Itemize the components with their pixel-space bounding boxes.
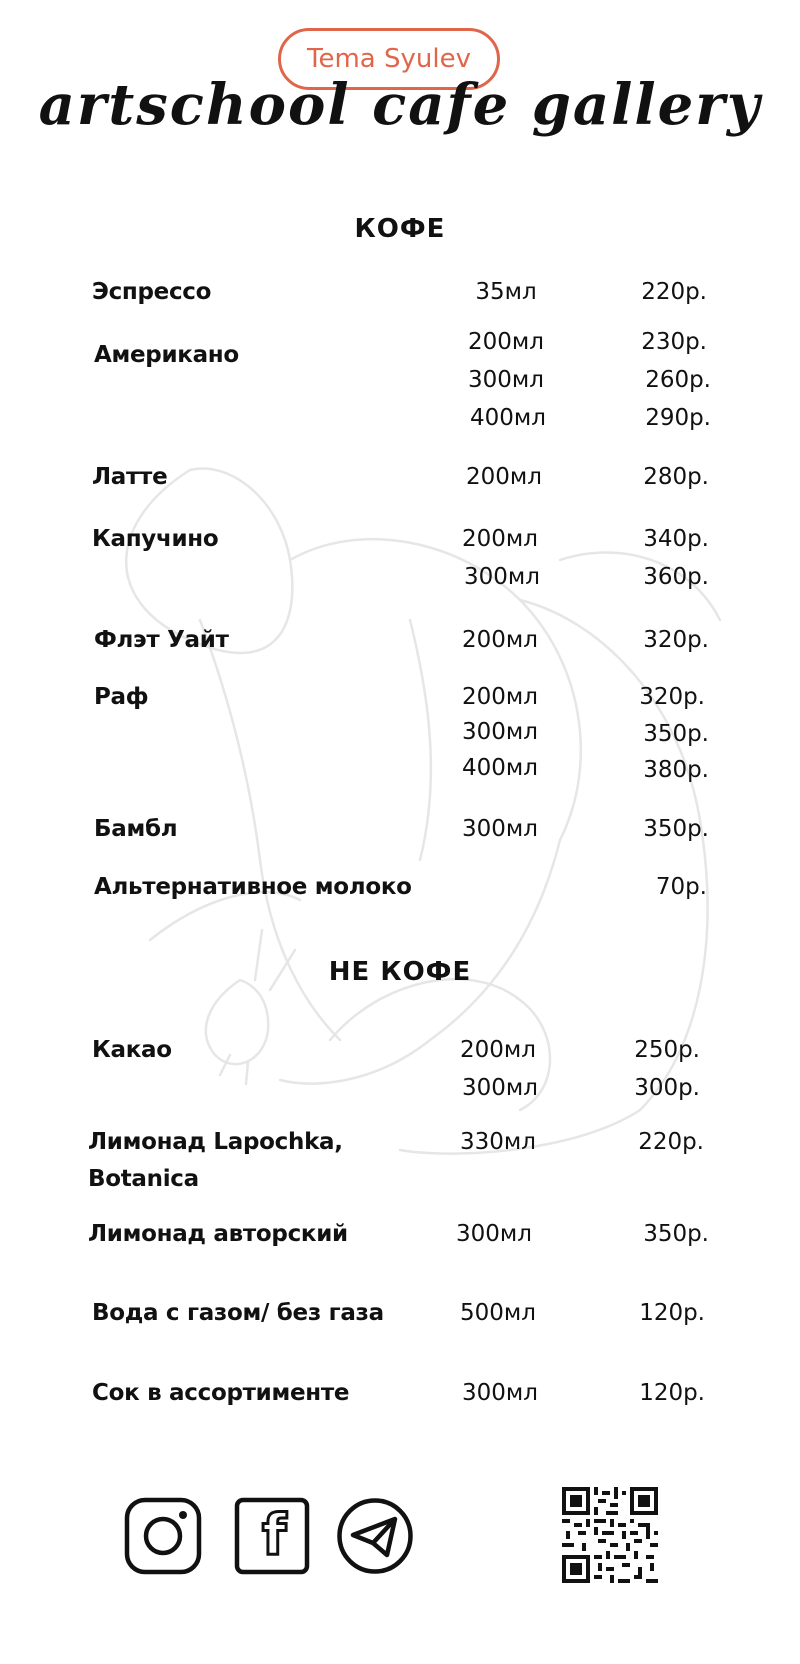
menu-item-volume: 300мл — [464, 564, 540, 590]
menu-item-name: Флэт Уайт — [94, 627, 229, 653]
telegram-icon[interactable] — [336, 1497, 414, 1575]
menu-item-volume: 35мл — [475, 279, 537, 305]
menu-item-volume: 200мл — [466, 464, 542, 490]
menu-item-price: 280р. — [643, 464, 709, 490]
menu-item-name: Эспрессо — [92, 279, 212, 305]
menu-item-name: Капучино — [92, 526, 219, 552]
section-title-coffee: КОФЕ — [354, 214, 446, 244]
menu-item-name: Альтернативное молоко — [94, 874, 412, 900]
menu-item-volume: 300мл — [468, 367, 544, 393]
menu-item-price: 320р. — [643, 627, 709, 653]
menu-item-price: 120р. — [639, 1380, 705, 1406]
menu-item-name: Вода с газом/ без газа — [92, 1300, 384, 1326]
menu-item-price: 350р. — [643, 721, 709, 747]
qr-code[interactable] — [562, 1487, 658, 1583]
menu-item-price: 250р. — [634, 1037, 700, 1063]
menu-item-price: 340р. — [643, 526, 709, 552]
author-badge: Tema Syulev — [278, 28, 500, 90]
menu-item-price: 300р. — [634, 1075, 700, 1101]
menu-item-price: 260р. — [645, 367, 711, 393]
menu-item-name: Какао — [92, 1037, 172, 1063]
menu-item-price: 70р. — [655, 874, 707, 900]
menu-item-price: 220р. — [641, 279, 707, 305]
menu-item-price: 290р. — [645, 405, 711, 431]
menu-item-price: 220р. — [638, 1129, 704, 1155]
instagram-icon[interactable] — [124, 1497, 202, 1575]
menu-item-volume: 300мл — [462, 816, 538, 842]
menu-item-price: 360р. — [643, 564, 709, 590]
brand-title: artschool cafe gallery — [38, 72, 762, 138]
menu-item-name: Лимонад авторский — [88, 1221, 348, 1247]
menu-item-price: 230р. — [641, 329, 707, 355]
menu-item-price: 320р. — [639, 684, 705, 710]
menu-item-volume: 300мл — [462, 1380, 538, 1406]
facebook-icon[interactable] — [234, 1497, 310, 1575]
menu-item-volume: 200мл — [462, 627, 538, 653]
menu-item-name: Американо — [94, 342, 239, 368]
menu-item-price: 350р. — [643, 816, 709, 842]
menu-item-price: 120р. — [639, 1300, 705, 1326]
menu-item-name: Раф — [94, 684, 149, 710]
menu-item-volume: 200мл — [460, 1037, 536, 1063]
menu-item-name: Бамбл — [94, 816, 178, 842]
menu-item-name: Сок в ассортименте — [92, 1380, 350, 1406]
facebook-glyph: f — [262, 1503, 287, 1568]
menu-item-volume: 300мл — [456, 1221, 532, 1247]
menu-item-volume: 400мл — [462, 755, 538, 781]
menu-item-price: 380р. — [643, 757, 709, 783]
menu-item-name: Латте — [92, 464, 168, 490]
menu-item-volume: 300мл — [462, 1075, 538, 1101]
menu-item-volume: 200мл — [462, 526, 538, 552]
menu-item-volume: 200мл — [468, 329, 544, 355]
menu-item-price: 350р. — [643, 1221, 709, 1247]
menu-item-name-line2: Botanica — [88, 1166, 199, 1192]
menu-item-volume: 400мл — [470, 405, 546, 431]
menu-item-volume: 300мл — [462, 719, 538, 745]
menu-item-volume: 330мл — [460, 1129, 536, 1155]
menu-item-volume: 200мл — [462, 684, 538, 710]
menu-item-name: Лимонад Lapochka, — [88, 1129, 343, 1155]
section-title-noncoffee: НЕ КОФЕ — [328, 957, 472, 987]
menu-item-volume: 500мл — [460, 1300, 536, 1326]
